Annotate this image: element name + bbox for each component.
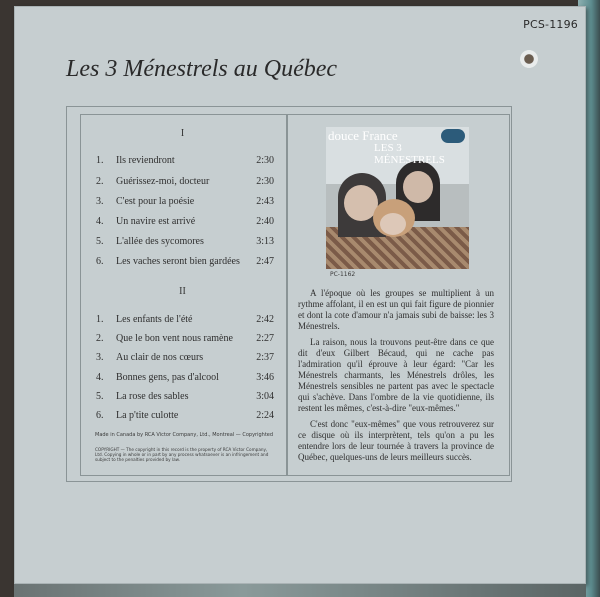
track-row bbox=[96, 155, 274, 169]
side-two-label: II bbox=[179, 286, 186, 297]
track-title: La p'tite culotte bbox=[116, 410, 179, 421]
photo-face bbox=[403, 171, 433, 203]
track-number: 6. bbox=[96, 410, 104, 421]
sleeve-bottom-edge bbox=[14, 584, 586, 597]
track-title: Guérissez-moi, docteur bbox=[116, 176, 210, 187]
track-row bbox=[96, 391, 274, 405]
copyright-notice: COPYRIGHT — The copyright in this record is the property of RCA Victor Company, Ltd. Copying in whole or in part by any process whatsoever is an infringement and subject to the penalties provided by law. bbox=[95, 447, 269, 462]
track-duration: 2:37 bbox=[256, 352, 274, 363]
track-row bbox=[96, 256, 274, 270]
liner-notes bbox=[298, 288, 494, 468]
track-row bbox=[96, 196, 274, 210]
track-row bbox=[96, 216, 274, 230]
made-in-notice: Made in Canada by RCA Victor Company, Ltd., Montreal — Copyrighted bbox=[95, 432, 274, 438]
track-number: 4. bbox=[96, 216, 104, 227]
track-number: 1. bbox=[96, 314, 104, 325]
track-title: Un navire est arrivé bbox=[116, 216, 196, 227]
track-row bbox=[96, 314, 274, 328]
album-title: Les 3 Ménestrels au Québec bbox=[66, 56, 338, 82]
liner-paragraph: C'est donc "eux-mêmes" que vous retrouverez sur ce disque où ils interprètent, tels qu'on a pu les entendre lors de leur tournée à travers la province de Québec, quelques-uns de leurs meilleurs succès. bbox=[298, 419, 494, 462]
track-row bbox=[96, 333, 274, 347]
track-number: 1. bbox=[96, 155, 104, 166]
track-duration: 2:30 bbox=[256, 155, 274, 166]
catalog-number: PCS-1196 bbox=[523, 18, 578, 31]
track-number: 3. bbox=[96, 196, 104, 207]
track-title: C'est pour la poésie bbox=[116, 196, 195, 207]
track-title: Que le bon vent nous ramène bbox=[116, 333, 233, 344]
track-row bbox=[96, 410, 274, 424]
track-duration: 2:42 bbox=[256, 314, 274, 325]
side-one-label: I bbox=[180, 128, 185, 139]
track-duration: 3:04 bbox=[256, 391, 274, 402]
track-title: Ils reviendront bbox=[116, 155, 175, 166]
track-duration: 2:43 bbox=[256, 196, 274, 207]
track-title: Au clair de nos cœurs bbox=[116, 352, 204, 363]
label-logo-icon bbox=[441, 129, 465, 143]
shrinkwrap-hole bbox=[520, 50, 538, 68]
track-duration: 2:40 bbox=[256, 216, 274, 227]
track-title: L'allée des sycomores bbox=[116, 236, 204, 247]
track-number: 6. bbox=[96, 256, 104, 267]
track-number: 5. bbox=[96, 391, 104, 402]
track-duration: 2:24 bbox=[256, 410, 274, 421]
track-title: Les vaches seront bien gardées bbox=[116, 256, 240, 267]
track-title: Les enfants de l'été bbox=[116, 314, 193, 325]
liner-paragraph: A l'époque où les groupes se multiplient à un rythme affolant, il en est un qui fait figure de pionnier et dont la cote d'amour n'a jamais subi de baisse: les 3 Ménestrels. bbox=[298, 288, 494, 331]
track-duration: 2:30 bbox=[256, 176, 274, 187]
photo-catalog-number: PC-1162 bbox=[330, 271, 356, 278]
track-duration: 2:27 bbox=[256, 333, 274, 344]
track-row bbox=[96, 236, 274, 250]
track-row bbox=[96, 372, 274, 386]
photo-brand-text: douce France bbox=[328, 128, 398, 143]
track-title: La rose des sables bbox=[116, 391, 189, 402]
liner-paragraph: La raison, nous la trouvons peut-être dans ce que dit d'eux Gilbert Bécaud, qui ne cache pas l'admiration qu'il éprouve à leur égard: "Car les Ménestrels charmants, les Ménestrels drôles, les Ménestrels sensibles ne partent pas avec le spectacle qui s'achève. Dans l'ombre de la vie quotidienne, ils restent les mêmes, c'est-à-dire "eux-mêmes." bbox=[298, 337, 494, 413]
track-number: 5. bbox=[96, 236, 104, 247]
track-number: 3. bbox=[96, 352, 104, 363]
track-number: 2. bbox=[96, 176, 104, 187]
photo-face bbox=[380, 213, 406, 235]
track-row bbox=[96, 352, 274, 366]
track-duration: 3:13 bbox=[256, 236, 274, 247]
track-number: 2. bbox=[96, 333, 104, 344]
album-photo bbox=[326, 127, 469, 269]
track-number: 4. bbox=[96, 372, 104, 383]
photo-band-text: LES 3 MÉNESTRELS bbox=[374, 142, 445, 166]
track-duration: 2:47 bbox=[256, 256, 274, 267]
track-duration: 3:46 bbox=[256, 372, 274, 383]
track-title: Bonnes gens, pas d'alcool bbox=[116, 372, 219, 383]
track-row bbox=[96, 176, 274, 190]
